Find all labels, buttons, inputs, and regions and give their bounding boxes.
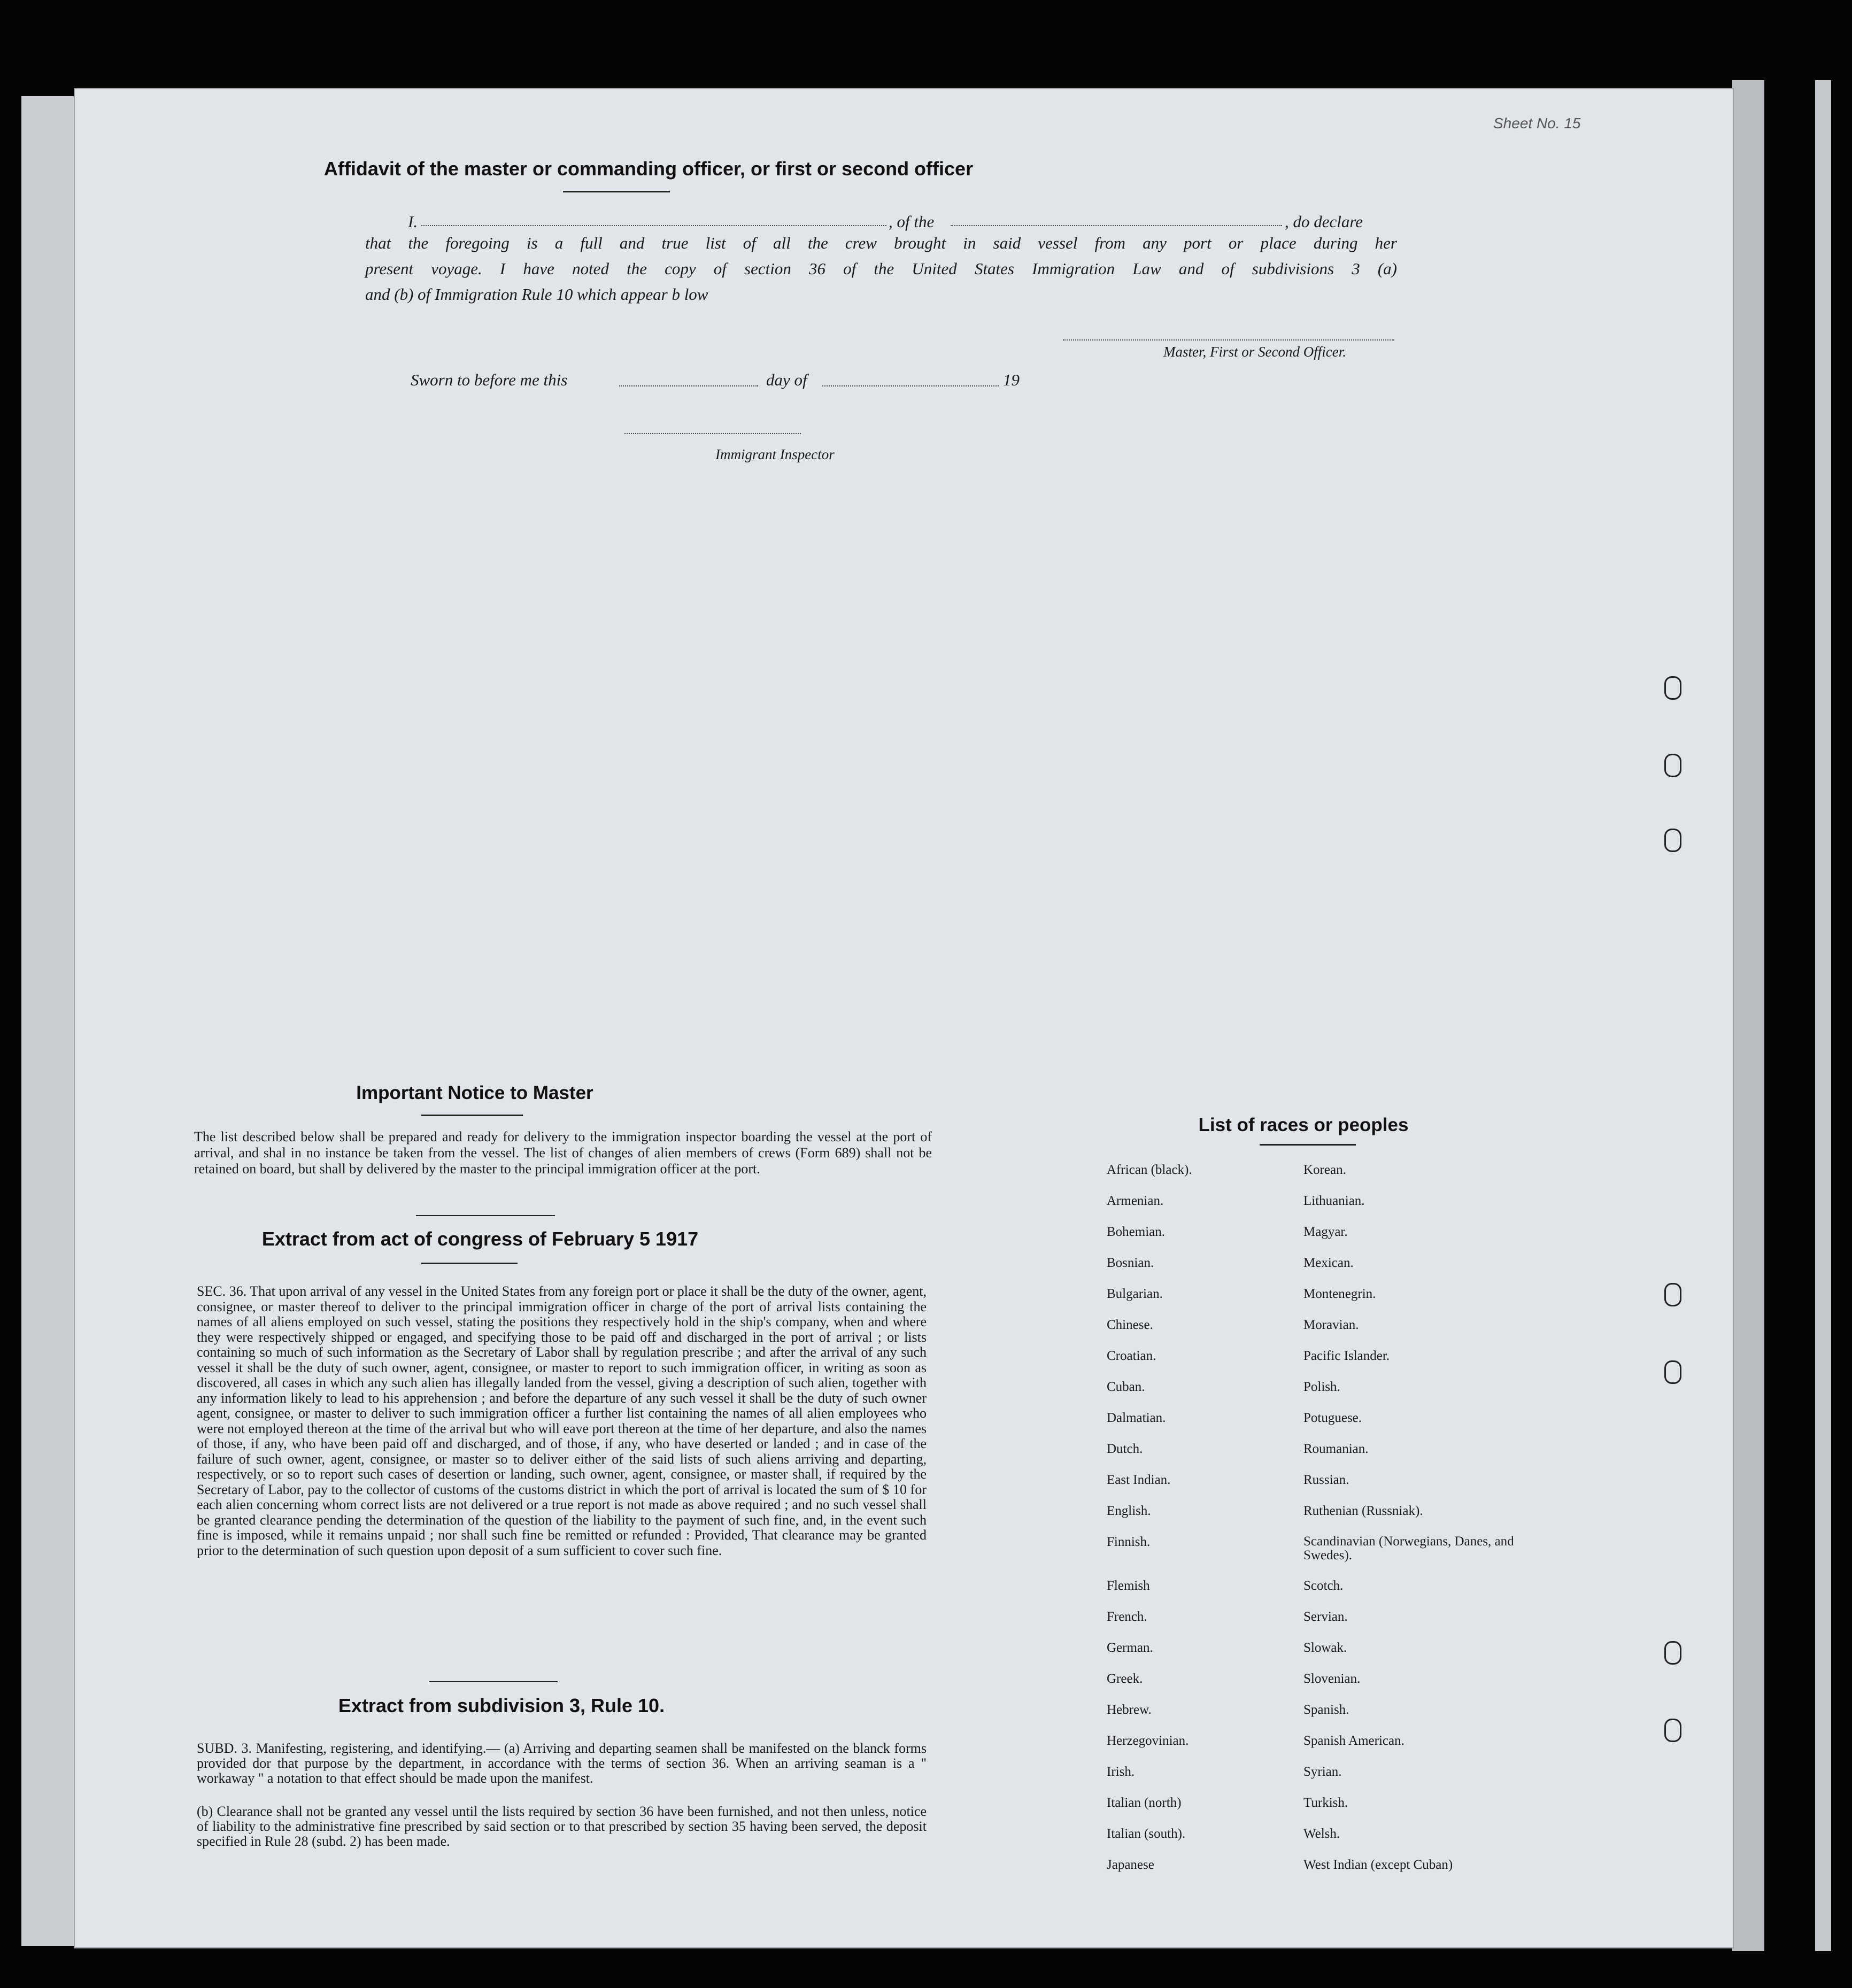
binder-hole-2 <box>1664 754 1681 777</box>
affidavit-line1-start: I. <box>408 212 418 231</box>
sworn-year: 19 <box>1003 370 1020 389</box>
race-left-22: Italian (south). <box>1107 1827 1186 1841</box>
race-left-23: Japanese <box>1107 1858 1154 1872</box>
affidavit-line2: that the foregoing is a full and true list of all the crew brought in said vessel from any port or place during her <box>365 234 1397 252</box>
extract1-title: Extract from act of congress of February 5 1917 <box>261 1228 699 1250</box>
race-left-17: Greek. <box>1107 1672 1143 1686</box>
race-left-2: Armenian. <box>1107 1194 1164 1208</box>
affidavit-title: Affidavit of the master or commanding officer, or first or second officer <box>323 158 974 180</box>
right-page-edge <box>1732 80 1764 1951</box>
race-right-12: Ruthenian (Russniak). <box>1303 1504 1423 1518</box>
race-left-18: Hebrew. <box>1107 1703 1152 1717</box>
extract1-text: SEC. 36. That upon arrival of any vessel in the United States from any foreign port or place it shall be the duty of the owner, agent, consignee, or master thereof to deliver to the principal immigration officer in charge of the port of arrival lists containing the names of all aliens employed on such vessel, stating the positions they respectively hold in the ship's company, when and where they were respectively shipped or engaged, and specifying those to be paid off and discharged in the port of arrival ; or lists containing so much of such information as the Secretary of Labor shall by regulation prescribe ; and after the arrival of any such vessel it shall be the duty of such owner, agent, consignee, or master to report to such immigration officer, in writing as soon as discovered, all cases in which any such alien has illegally landed from the vessel, giving a description of such alien, together with any information likely to lead to his apprehension ; and before the departure of any such vessel it shall be the duty of such owner agent, consignee, or master to deliver to such immigration officer a further list containing the names of all alien employees who were not employed thereon at the time of the arrival but who will eave port thereon at the time of her departure, and also the names of those, if any, who have been paid off and discharged, and of those, if any, who have deserted or landed ; and in case of the failure of such owner, agent, consignee, or master so to deliver either of the said lists of such aliens arriving and departing, respectively, or so to report such cases of desertion or landing, such owner, agent, consignee, or master shall, if required by the Secretary of Labor, pay to the collector of customs of the customs district in which the port of arrival is located the sum of $ 10 for each alien concerning whom correct lists are not delivered or a true report is not made as above required ; and no such vessel shall be granted clearance pending the determination of the question of the liability to the payment of such fine, and, in the event such fine is imposed, while it remains unpaid ; nor shall such fine be remitted or refunded : Provided, That clearance may be granted prior to the determination of such question upon deposit of a sum sufficient to cover such fine. <box>197 1283 927 1558</box>
race-left-15: French. <box>1107 1610 1147 1624</box>
extract2-title: Extract from subdivision 3, Rule 10. <box>338 1695 665 1716</box>
sworn-month-blank <box>822 385 999 386</box>
sworn-day-label: day of <box>766 370 807 389</box>
sworn-text: Sworn to before me this <box>411 370 568 389</box>
extract1-end-rule <box>429 1681 558 1682</box>
race-right-9: Potuguese. <box>1303 1411 1362 1425</box>
notice-title: Important Notice to Master <box>356 1082 593 1103</box>
affidavit-vessel-blank <box>951 225 1282 226</box>
race-right-3: Magyar. <box>1303 1225 1348 1239</box>
race-left-11: East Indian. <box>1107 1473 1171 1487</box>
race-left-9: Dalmatian. <box>1107 1411 1166 1425</box>
affidavit-line3: present voyage. I have noted the copy of section 36 of the United States Immigration Law and of subdivisions 3 (a) <box>365 259 1397 278</box>
race-right-14: Scotch. <box>1303 1579 1344 1593</box>
race-right-15: Servian. <box>1303 1610 1348 1624</box>
affidavit-line1-mid: , of the <box>889 212 935 231</box>
race-right-8: Polish. <box>1303 1380 1340 1394</box>
races-title-rule <box>1260 1144 1356 1146</box>
sworn-day-blank <box>619 385 758 386</box>
binder-hole-6 <box>1664 1641 1681 1665</box>
race-right-2: Lithuanian. <box>1303 1194 1365 1208</box>
race-right-7: Pacific Islander. <box>1303 1349 1390 1363</box>
race-right-5: Montenegrin. <box>1303 1287 1376 1301</box>
race-right-21: Turkish. <box>1303 1796 1348 1810</box>
binder-hole-4 <box>1664 1283 1681 1306</box>
race-right-1: Korean. <box>1303 1163 1346 1177</box>
race-left-20: Irish. <box>1107 1765 1135 1779</box>
race-left-1: African (black). <box>1107 1163 1192 1177</box>
race-right-11: Russian. <box>1303 1473 1349 1487</box>
affidavit-line4: and (b) of Immigration Rule 10 which appear b low <box>365 285 708 304</box>
affidavit-line1-end: , do declare <box>1285 212 1363 231</box>
race-right-13: Scandinavian (Norwegians, Danes, and Swedes). <box>1303 1534 1514 1562</box>
race-left-14: Flemish <box>1107 1579 1150 1593</box>
race-right-4: Mexican. <box>1303 1256 1354 1270</box>
race-right-18: Spanish. <box>1303 1703 1349 1717</box>
race-right-17: Slovenian. <box>1303 1672 1361 1686</box>
notice-end-rule <box>416 1215 555 1216</box>
race-left-13: Finnish. <box>1107 1535 1151 1549</box>
race-left-21: Italian (north) <box>1107 1796 1182 1810</box>
race-right-16: Slowak. <box>1303 1641 1347 1655</box>
extract2-text-b: (b) Clearance shall not be granted any vessel until the lists required by section 36 have been furnished, and not then unless, notice of liability to the administrative fine prescribed by said section or to that prescribed by section 35 having been served, the deposit specified in Rule 28 (subd. 2) has been made. <box>197 1804 927 1849</box>
race-left-12: English. <box>1107 1504 1151 1518</box>
sheet-number: Sheet No. 15 <box>1493 115 1581 131</box>
race-right-19: Spanish American. <box>1303 1734 1405 1748</box>
race-left-5: Bulgarian. <box>1107 1287 1163 1301</box>
signature-blank <box>1063 339 1394 341</box>
race-left-10: Dutch. <box>1107 1442 1143 1456</box>
race-left-4: Bosnian. <box>1107 1256 1154 1270</box>
race-left-8: Cuban. <box>1107 1380 1145 1394</box>
far-right-page-edge <box>1815 80 1831 1951</box>
binder-hole-1 <box>1664 676 1681 700</box>
signature-label: Master, First or Second Officer. <box>1163 344 1346 360</box>
inspector-label: Immigrant Inspector <box>715 446 835 462</box>
affidavit-title-rule <box>563 191 670 192</box>
race-left-3: Bohemian. <box>1107 1225 1166 1239</box>
notice-title-rule <box>421 1115 523 1116</box>
manifest-sheet <box>74 88 1734 1948</box>
binder-hole-7 <box>1664 1719 1681 1742</box>
race-left-19: Herzegovinian. <box>1107 1734 1189 1748</box>
race-right-23: West Indian (except Cuban) <box>1303 1858 1453 1872</box>
race-left-16: German. <box>1107 1641 1153 1655</box>
extract2-text-a: SUBD. 3. Manifesting, registering, and identifying.— (a) Arriving and departing seamen shall be manifested on the blanck forms provided dor that purpose by the department, in accordance with the terms of section 36. When an arriving seaman is a " workaway " a notation to that effect should be made upon the manifest. <box>197 1741 927 1786</box>
binder-hole-3 <box>1664 829 1681 852</box>
race-right-10: Roumanian. <box>1303 1442 1369 1456</box>
race-left-7: Croatian. <box>1107 1349 1156 1363</box>
extract1-title-rule <box>421 1263 518 1264</box>
race-right-22: Welsh. <box>1303 1827 1340 1841</box>
race-right-20: Syrian. <box>1303 1765 1342 1779</box>
races-title: List of races or peoples <box>1198 1115 1409 1135</box>
race-right-6: Moravian. <box>1303 1318 1359 1332</box>
affidavit-name-blank <box>421 225 886 226</box>
binder-hole-5 <box>1664 1360 1681 1384</box>
inspector-blank <box>624 433 801 434</box>
race-left-6: Chinese. <box>1107 1318 1153 1332</box>
notice-text: The list described below shall be prepared and ready for delivery to the immigration inspector boarding the vessel at the port of arrival, and shal in no instance be taken from the vessel. The list of changes of alien members of crews (Form 689) shall not be retained on board, but shall by delivered by the master to the principal immigration officer at the port. <box>194 1129 932 1177</box>
